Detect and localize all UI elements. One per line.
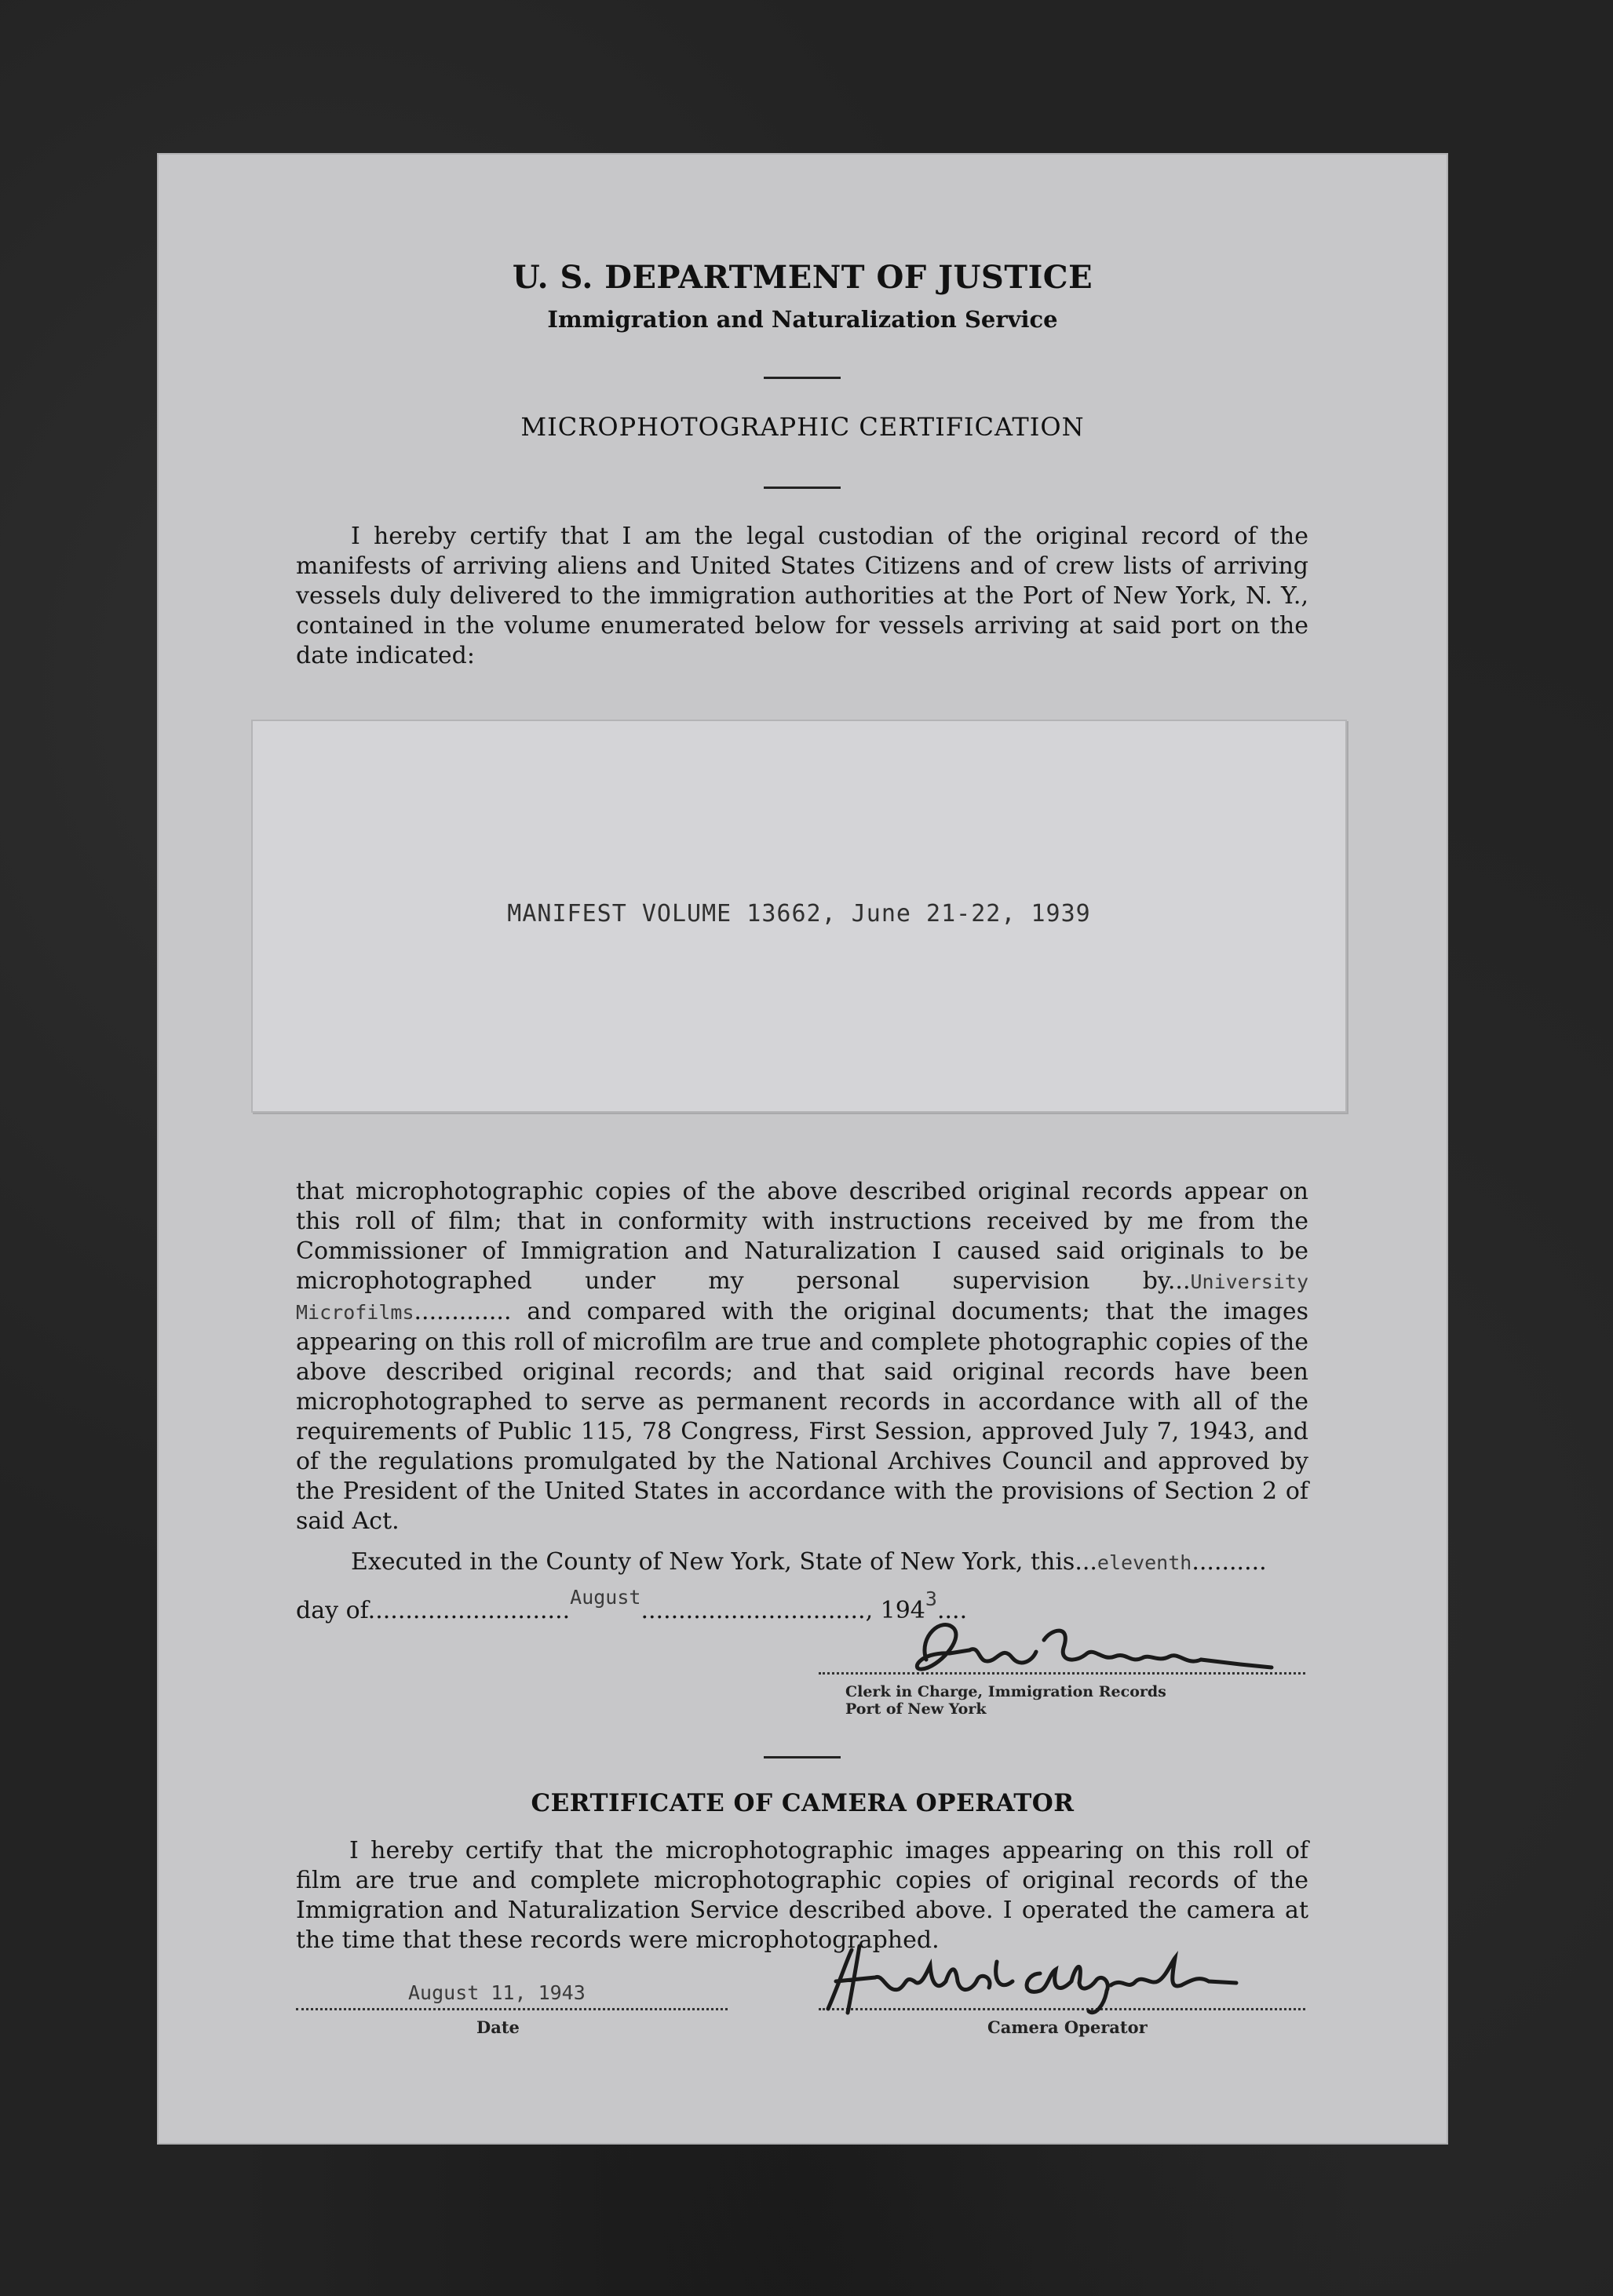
operator-signature <box>812 1934 1252 2028</box>
executed-prefix: Executed in the County of New York, State of New York, this <box>351 1548 1075 1576</box>
divider-rule <box>764 377 841 379</box>
executed-month: August <box>570 1586 641 1609</box>
operator-date-value: August 11, 1943 <box>408 1981 586 2004</box>
body-part-2: and compared with the original documents; that the images appearing on this roll of microfilm are true and complete photographic copies of the above described original records; and that said original records have been microphotographed to serve as permanent records in accordance with all of the requirements of Public 115, 78 Congress, First Session, approved July 7, 1943, and of the regulations promulgated by the National Archives Council and approved by the President of the United States in accordance with the provisions of Section 2 of said Act. <box>296 1298 1308 1535</box>
divider-rule <box>764 487 841 489</box>
service-subheading: Immigration and Naturalization Service <box>547 306 1058 333</box>
executed-line: Executed in the County of New York, State of New York, this...eleventh.......... <box>351 1548 1267 1576</box>
operator-paragraph: I hereby certify that the microphotographic images appearing on this roll of film are true and complete microphotographic copies of original records of the Immigration and Naturalization Service described above. I operated the camera at the time that these records were microphotographed. <box>296 1837 1308 1954</box>
date-label: Date <box>476 2017 520 2037</box>
day-of-label: day of <box>296 1597 368 1624</box>
clerk-signature <box>895 1605 1287 1687</box>
manifest-volume-text: MANIFEST VOLUME 13662, June 21-22, 1939 <box>507 900 1091 928</box>
body-part-1: that microphotographic copies of the above described original records appear on this roll of film; that in conformity with instructions received by me from the Commissioner of Immigration and Naturalization I caused said originals to be microphotographed under my personal supervision by <box>296 1178 1308 1295</box>
month-year-line: day of...........................$^{August}$.............................., $194^3$.... <box>296 1586 968 1624</box>
certificate-page <box>157 153 1448 2145</box>
body-paragraph: that microphotographic copies of the above described original records appear on this roll of film; that in conformity with instructions received by me from the Commissioner of Immigration and Naturalization I caused said originals to be microphotographed under my personal supervision by...University Microfilms............. and compared with the original documents; that the images appearing on this roll of microfilm are true and complete photographic copies of the above described original records; and that said original records have been microphotographed to serve as permanent records in accordance with all of the requirements of Public 115, 78 Congress, First Session, approved July 7, 1943, and of the regulations promulgated by the National Archives Council and approved by the President of the United States in accordance with the provisions of Section 2 of said Act. <box>296 1178 1308 1535</box>
camera-operator-heading: CERTIFICATE OF CAMERA OPERATOR <box>531 1789 1075 1817</box>
executed-day: eleventh <box>1097 1551 1192 1574</box>
intro-paragraph: I hereby certify that I am the legal custodian of the original record of the manifests of arriving aliens and United States Citizens and of crew lists of arriving vessels duly delivered to the immigration authorities at the Port of New York, N. Y., contained in the volume enumerated below for vessels arriving at said port on the date indicated: <box>296 523 1308 669</box>
certification-title: MICROPHOTOGRAPHIC CERTIFICATION <box>520 412 1085 442</box>
manifest-slip <box>251 720 1347 1113</box>
clerk-title-line-2: Port of New York <box>845 1700 987 1718</box>
clerk-title <box>845 1683 1166 1718</box>
year-digit: 3 <box>925 1587 937 1610</box>
camera-operator-label: Camera Operator <box>987 2017 1148 2037</box>
clerk-title-line-1: Clerk in Charge, Immigration Records <box>845 1683 1166 1700</box>
divider-rule <box>764 1756 841 1758</box>
supervisor-name: University Microfilms <box>296 1270 1308 1324</box>
year-prefix: , 194 <box>865 1597 925 1624</box>
department-heading: U. S. DEPARTMENT OF JUSTICE <box>512 259 1093 296</box>
date-line <box>296 2008 728 2010</box>
